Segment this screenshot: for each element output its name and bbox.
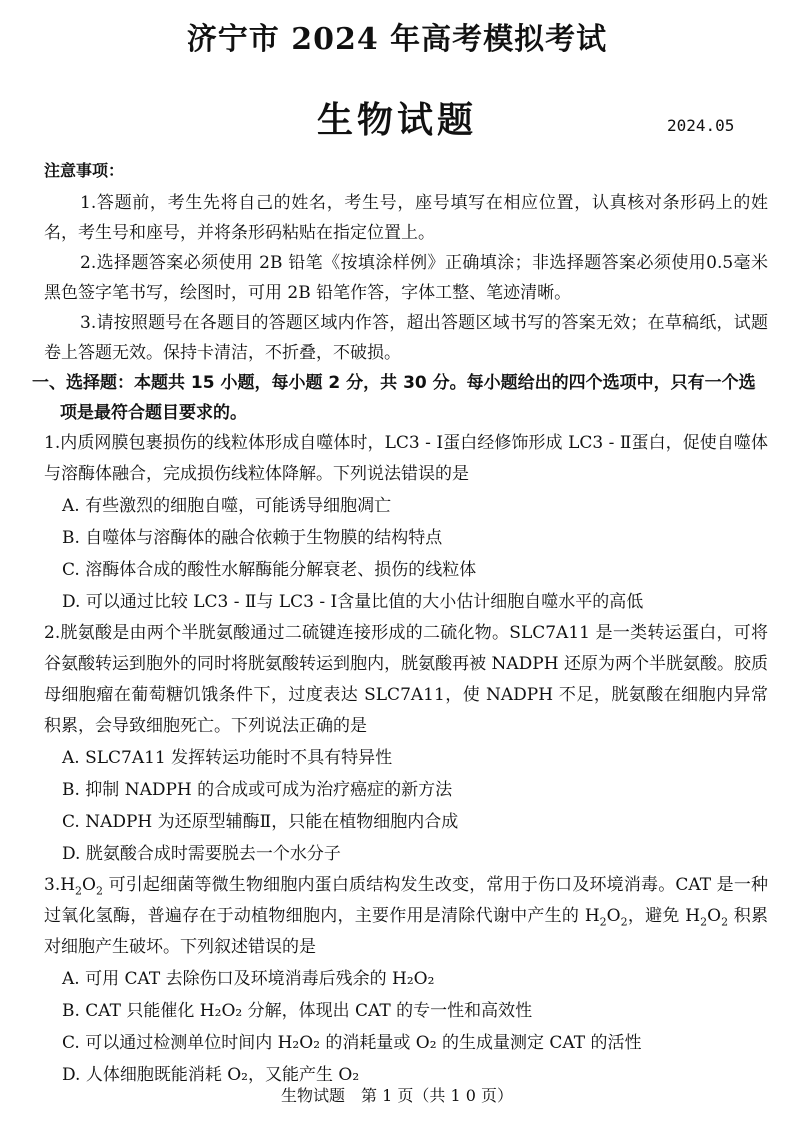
notice-item-3: 3.请按照题号在各题目的答题区域内作答，超出答题区域书写的答案无效；在草稿纸，试题卷上答题无效。保持卡清洁，不折叠，不破损。 [44, 313, 768, 363]
question-3 [44, 870, 768, 1091]
question-stem: $3.H_2O_2$ 可引起细菌等微生物细胞内蛋白质结构发生改变，常用于伤口及环境消毒。CAT 是一种过氧化氢酶，普遍存在于动植物细胞内，主要作用是清除代谢中产生的 $H_2O_2$，避免 $H_2O_2$ 积累对细胞产生破坏。下列叙述错误的是 [44, 875, 768, 957]
question-stem: 1.内质网膜包裹损伤的线粒体形成自噬体时，LC3 - Ⅰ蛋白经修饰形成 LC3 - Ⅱ蛋白，促使自噬体与溶酶体融合，完成损伤线粒体降解。下列说法错误的是 [44, 433, 768, 484]
question-stem: 2.胱氨酸是由两个半胱氨酸通过二硫键连接形成的二硫化物。SLC7A11 是一类转运蛋白，可将谷氨酸转运到胞外的同时将胱氨酸转运到胞内，胱氨酸再被 NADPH 还原为两个半胱氨酸。胶质母细胞瘤在葡萄糖饥饿条件下，过度表达 SLC7A11，使 NADPH 不足，胱氨酸在细胞内异常积累，会导致细胞死亡。下列说法正确的是 [44, 623, 768, 736]
subject-title: 生物试题 [316, 99, 477, 141]
notice-item-2: 2.选择题答案必须使用 2B 铅笔《按填涂样例》正确填涂；非选择题答案必须使用0.5毫米黑色签字笔书写，绘图时，可用 2B 铅笔作答，字体工整、笔迹清晰。 [44, 253, 768, 303]
notice-heading: 注意事项： [44, 161, 125, 180]
option-d: D. 胱氨酸合成时需要脱去一个水分子 [62, 844, 341, 864]
exam-title: 济宁市 2024 年高考模拟考试 [186, 22, 608, 57]
notice-item-1: 1.答题前，考生先将自己的姓名，考生号，座号填写在相应位置，认真核对条形码上的姓名，考生号和座号，并将条形码粘贴在指定位置上。 [44, 193, 768, 243]
option-c: C. 溶酶体合成的酸性水解酶能分解衰老、损伤的线粒体 [62, 560, 477, 580]
page-footer: 生物试题 第 1 页（共 1 0 页） [281, 1086, 513, 1105]
section-line-1: 一、选择题：本题共 15 小题，每小题 2 分，共 30 分。每小题给出的四个选项中，只有一个选 [32, 373, 756, 393]
option-d: D. 人体细胞既能消耗 O₂，又能产生 O₂ [62, 1065, 360, 1085]
option-b: B. 抑制 NADPH 的合成或可成为治疗癌症的新方法 [62, 780, 453, 800]
question-2 [44, 618, 768, 870]
exam-body [32, 188, 768, 1091]
option-b: B. 自噬体与溶酶体的融合依赖于生物膜的结构特点 [62, 528, 443, 548]
option-c: C. 可以通过检测单位时间内 H₂O₂ 的消耗量或 O₂ 的生成量测定 CAT 的活性 [62, 1033, 642, 1053]
option-b: B. CAT 只能催化 H₂O₂ 分解，体现出 CAT 的专一性和高效性 [62, 1001, 533, 1021]
option-a: A. 可用 CAT 去除伤口及环境消毒后残余的 H₂O₂ [62, 969, 435, 989]
section-line-2: 项是最符合题目要求的。 [60, 403, 247, 423]
exam-date: 2024.05 [667, 116, 735, 135]
option-a: A. SLC7A11 发挥转运功能时不具有特异性 [62, 748, 393, 768]
section-heading [32, 368, 768, 428]
option-c: C. NADPH 为还原型辅酶Ⅱ，只能在植物细胞内合成 [62, 812, 459, 832]
option-a: A. 有些激烈的细胞自噬，可能诱导细胞凋亡 [62, 496, 392, 516]
question-1 [44, 428, 768, 618]
option-d: D. 可以通过比较 LC3 - Ⅱ与 LC3 - Ⅰ含量比值的大小估计细胞自噬水平的高低 [62, 592, 644, 612]
